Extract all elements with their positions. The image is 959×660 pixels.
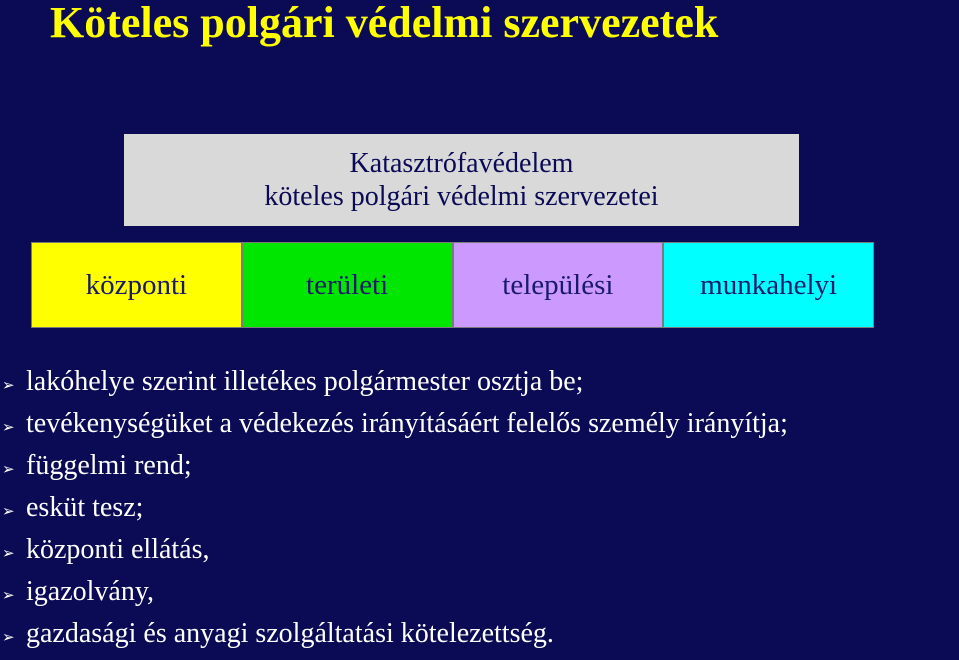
arrowhead-right-icon: ➢ [2, 460, 15, 478]
list-item-text: gazdasági és anyagi szolgáltatási kötelezettség. [26, 618, 554, 649]
list-item [0, 576, 788, 618]
list-item-text: igazolvány, [26, 576, 155, 607]
arrowhead-right-icon: ➢ [2, 502, 15, 520]
category-label: központi [85, 268, 188, 301]
list-item-text: központi ellátás, [26, 534, 210, 565]
list-item [0, 618, 788, 660]
page-title: Köteles polgári védelmi szervezetek [50, 0, 719, 47]
list-item [0, 492, 788, 534]
arrowhead-right-icon: ➢ [2, 628, 15, 646]
list-item-text: esküt tesz; [26, 492, 144, 523]
list-item [0, 408, 788, 450]
list-item-text: függelmi rend; [26, 450, 192, 481]
category-label: területi [306, 268, 389, 301]
list-item [0, 450, 788, 492]
category-box-teruleti [242, 242, 453, 328]
arrowhead-right-icon: ➢ [2, 586, 15, 604]
category-label: települési [502, 268, 614, 301]
header-box [124, 134, 799, 226]
bullet-list [0, 366, 788, 660]
category-label: munkahelyi [700, 268, 838, 301]
list-item-text: lakóhelye szerint illetékes polgármester osztja be; [26, 366, 584, 397]
arrowhead-right-icon: ➢ [2, 418, 15, 436]
category-box-munkahelyi [663, 242, 874, 328]
category-box-kozponti [31, 242, 242, 328]
arrowhead-right-icon: ➢ [2, 376, 15, 394]
category-boxes [31, 242, 874, 328]
list-item-text: tevékenységüket a védekezés irányításáért felelős személy irányítja; [26, 408, 788, 439]
arrowhead-right-icon: ➢ [2, 544, 15, 562]
category-box-telepulesi [453, 242, 664, 328]
list-item [0, 366, 788, 408]
list-item [0, 534, 788, 576]
header-line-1: Katasztrófavédelem [349, 148, 574, 179]
header-line-2: köteles polgári védelmi szervezetei [264, 181, 659, 212]
